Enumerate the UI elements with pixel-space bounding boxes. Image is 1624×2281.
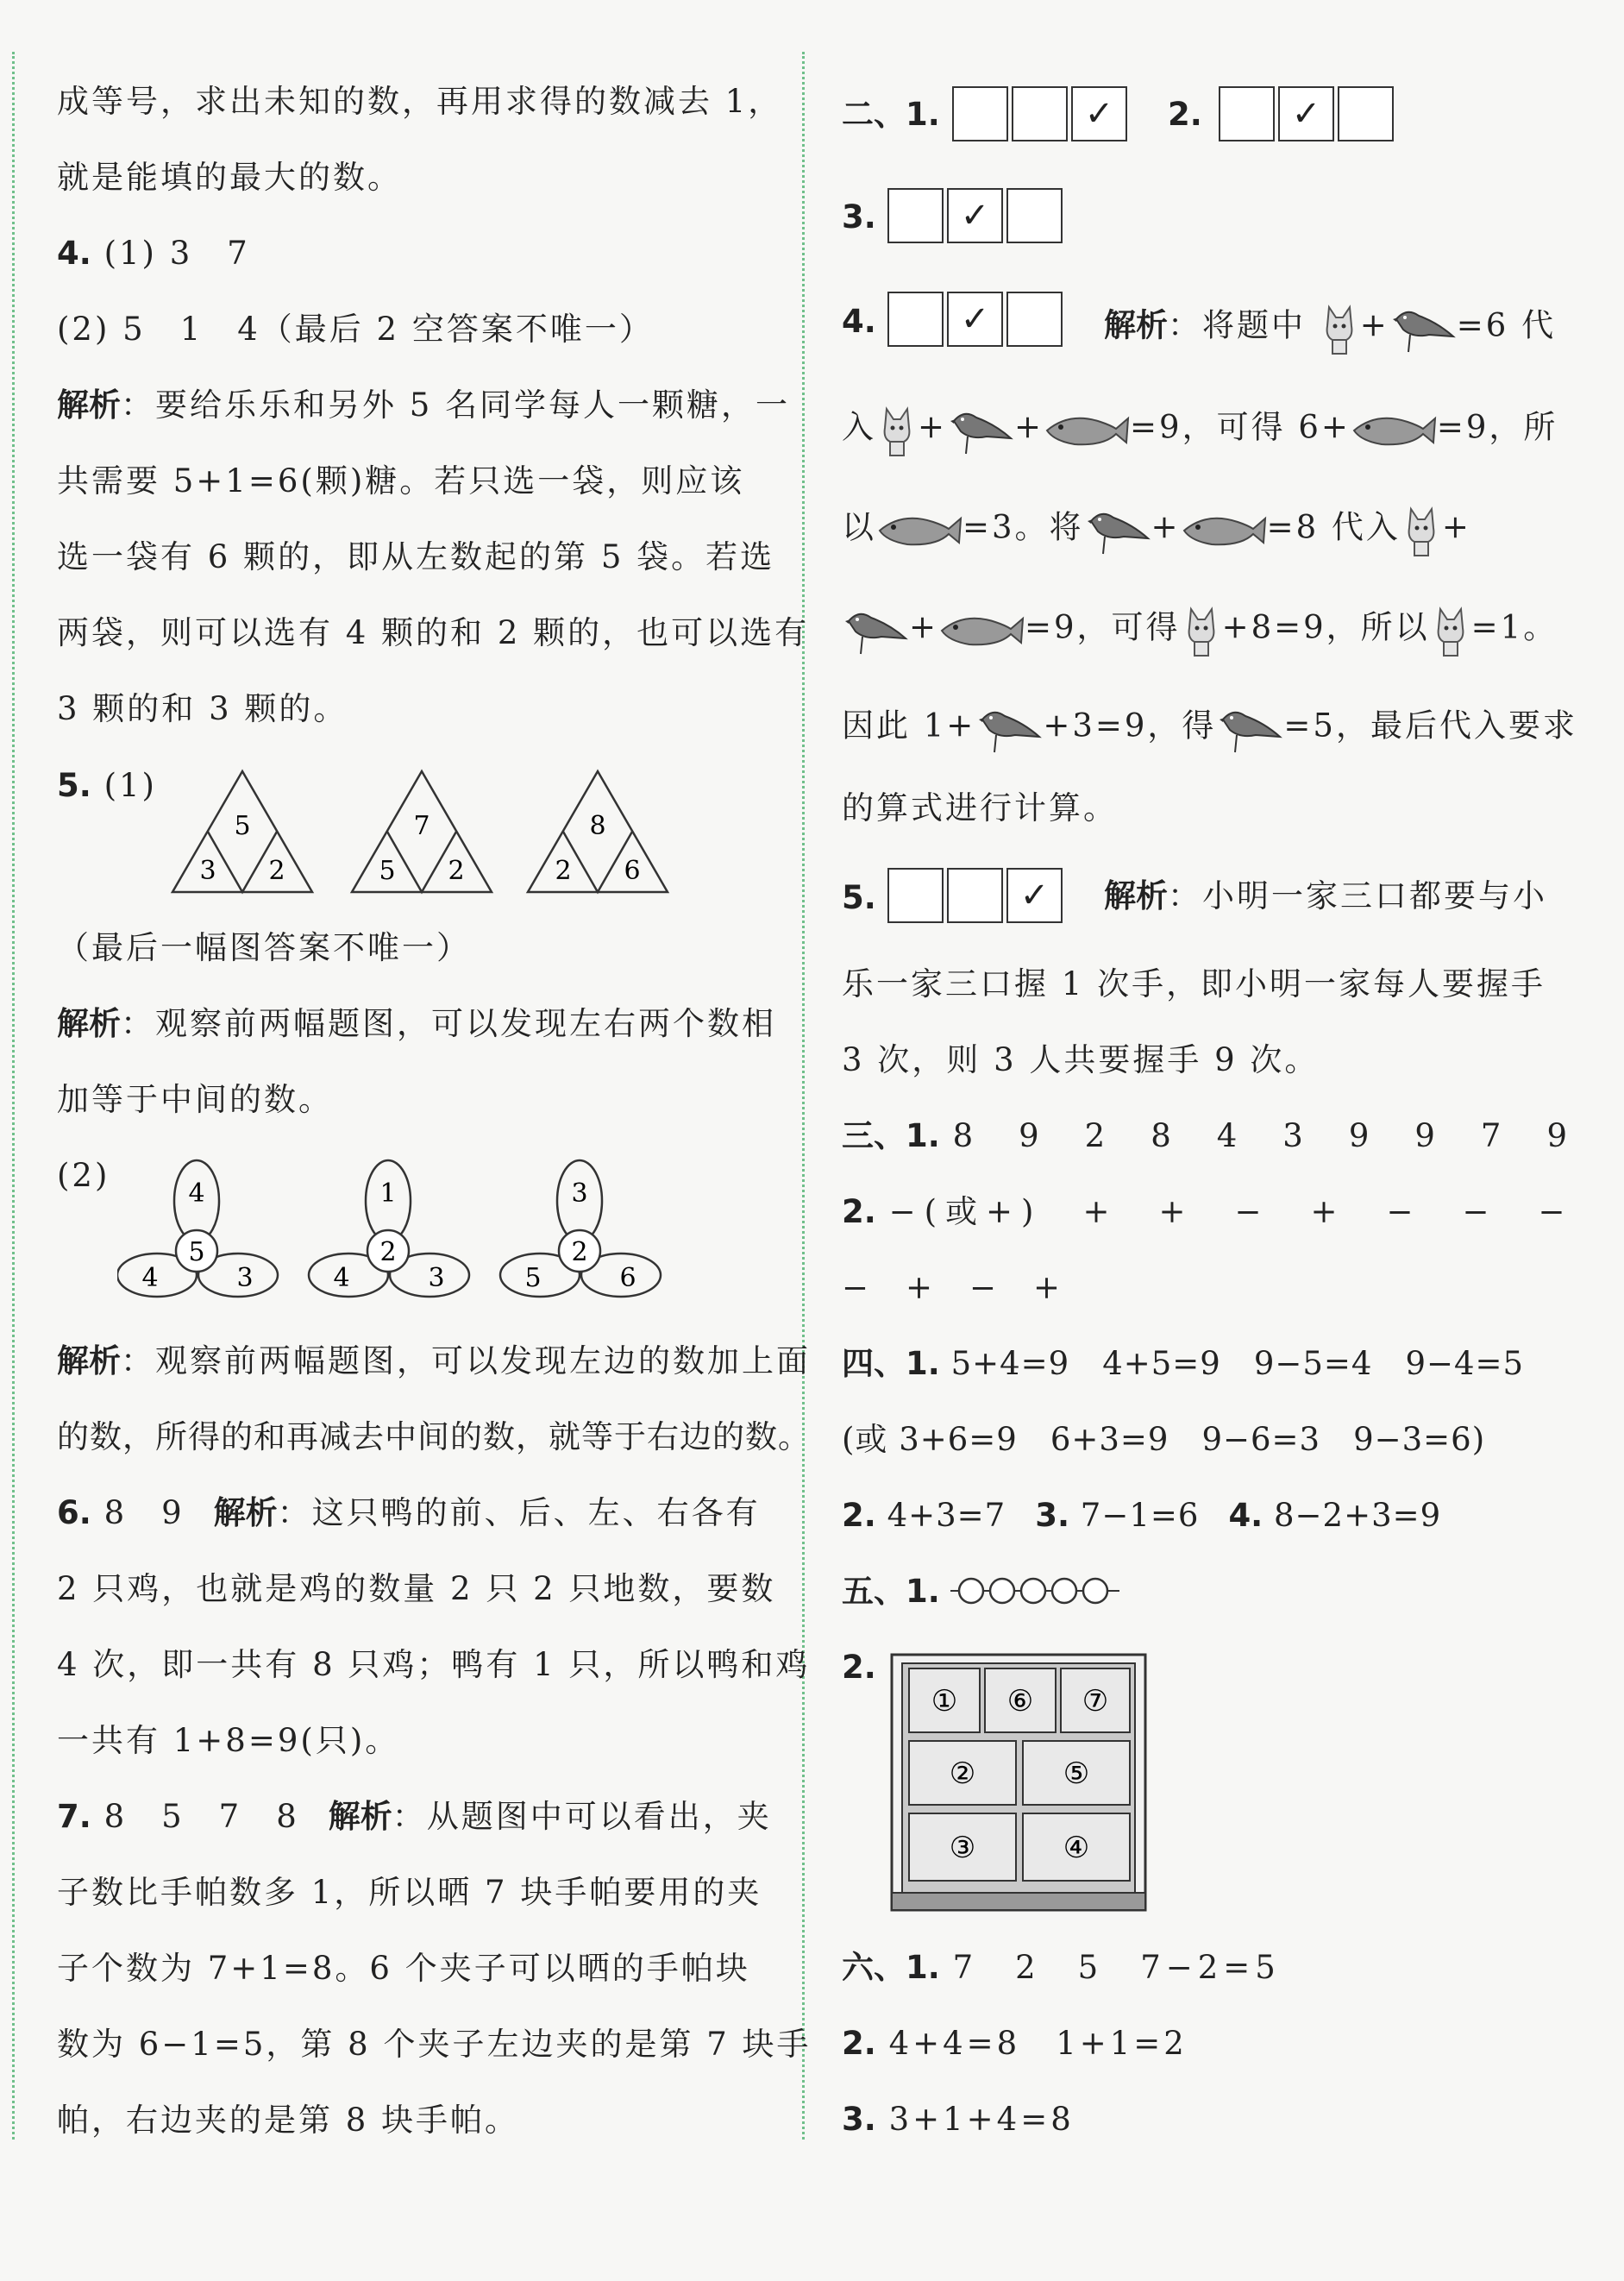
shelf-slot-label: ② <box>949 1756 976 1791</box>
bird-icon <box>1389 300 1457 355</box>
fish-icon <box>938 608 1025 651</box>
check-icon: ✓ <box>1084 94 1114 134</box>
center-dotted-rule <box>802 52 805 2140</box>
text-line: 3 次，则 3 人共要握手 9 次。 <box>842 1041 1320 1078</box>
answer-box <box>887 188 944 243</box>
q6-answer: 6. 8 9 解析：这只鸭的前、后、左、右各有 <box>57 1494 761 1531</box>
tri-top: 8 <box>589 811 606 841</box>
shelf-slot-label: ① <box>931 1684 958 1719</box>
shelf-slot-label: ⑤ <box>1063 1756 1090 1791</box>
flower-right: 3 <box>236 1263 254 1293</box>
cat-icon <box>1401 502 1442 557</box>
q4-explanation-line-2: 入 + + =9，可得 6+ =9，所 <box>842 402 1558 457</box>
text-line: 数为 6−1=5，第 8 个夹子左边夹的是第 7 块手 <box>57 2026 812 2063</box>
q4-explanation-line-6: 的算式进行计算。 <box>842 789 1118 826</box>
shelf-slot-label: ③ <box>949 1831 976 1865</box>
answer-box <box>947 868 1003 923</box>
left-dotted-rule <box>12 52 15 2140</box>
section-2-q1-label: 二、1. <box>842 96 940 133</box>
flower-right: 6 <box>619 1263 636 1293</box>
answer-box <box>1219 86 1275 141</box>
shelf-slot-label: ⑦ <box>1082 1684 1109 1719</box>
tri-left: 5 <box>379 856 396 886</box>
answer-box <box>1012 86 1068 141</box>
text-line: 3 颗的和 3 颗的。 <box>57 690 348 727</box>
flower-top: 1 <box>379 1178 397 1209</box>
q5-explanation-2: 解析：观察前两幅题图，可以发现左边的数加上面 <box>57 1342 811 1379</box>
flower-2 <box>309 1160 469 1297</box>
flower-center: 2 <box>379 1237 397 1267</box>
section-2-q3-label: 3. <box>842 198 876 236</box>
text-line: 乐一家三口握 1 次手，即小明一家每人要握手 <box>842 965 1546 1002</box>
shelf-slot-label: ⑥ <box>1006 1684 1034 1719</box>
answer-box <box>887 292 944 347</box>
flower-left: 5 <box>524 1263 542 1293</box>
q5-label: 5. (1) <box>57 767 157 804</box>
answer-box-checked <box>947 188 1003 243</box>
triangle-2 <box>352 771 492 892</box>
bird-icon <box>947 402 1014 457</box>
fish-icon <box>876 508 962 551</box>
tri-right: 2 <box>268 856 285 886</box>
text-line: 选一袋有 6 颗的，即从左数起的第 5 袋。若选 <box>57 538 775 575</box>
q4-explanation-line-1: 解析：将题中 + =6 代 <box>1104 300 1556 355</box>
section-4-q1-alt: (或 3+6=9 6+3=9 9−6=3 9−3=6) <box>842 1421 1486 1458</box>
bird-icon <box>975 701 1043 756</box>
cat-icon <box>1181 602 1222 657</box>
shelf-slot-label: ④ <box>1063 1831 1090 1865</box>
q5-note: （最后一幅图答案不唯一） <box>57 929 471 966</box>
q4-answer-1: 4. (1) 3 7 <box>57 235 250 272</box>
bird-icon <box>1084 502 1151 557</box>
cat-icon <box>1430 602 1471 657</box>
text-line: 加等于中间的数。 <box>57 1081 333 1118</box>
section-6-q2: 2. 4+4=8 1+1=2 <box>842 2025 1188 2062</box>
section-4-q2-q4: 2. 4+3=7 3. 7−1=6 4. 8−2+3=9 <box>842 1497 1442 1534</box>
q4-explanation-line-4: + =9，可得 +8=9，所以 =1。 <box>842 602 1558 657</box>
text-line: 成等号，求出未知的数，再用求得的数减去 1， <box>57 83 783 120</box>
q5-part-2: (2) <box>57 1157 110 1194</box>
q4-explanation-line-5: 因此 1+ +3=9，得 =5，最后代入要求 <box>842 701 1577 756</box>
check-icon: ✓ <box>960 299 990 339</box>
fish-icon <box>1181 508 1267 551</box>
text-line: 4 次，即一共有 8 只鸡；鸭有 1 只，所以鸭和鸡 <box>57 1646 811 1683</box>
flower-left: 4 <box>333 1263 350 1293</box>
answer-box <box>1006 188 1063 243</box>
flower-top: 3 <box>571 1178 588 1209</box>
answer-box <box>952 86 1008 141</box>
tri-top: 5 <box>234 811 251 841</box>
flower-3 <box>500 1160 661 1297</box>
q5-explanation: 解析：小明一家三口都要与小 <box>1104 877 1547 914</box>
tri-right: 6 <box>624 856 641 886</box>
section-5-q2-label: 2. <box>842 1649 876 1686</box>
q7-answer: 7. 8 5 7 8 解析：从题图中可以看出，夹 <box>57 1798 772 1835</box>
section-2-q4-label: 4. <box>842 303 876 340</box>
q4-answer-2: (2) 5 1 4（最后 2 空答案不唯一） <box>57 311 654 348</box>
text-line: 子数比手帕数多 1，所以晒 7 块手帕要用的夹 <box>57 1874 762 1911</box>
text-line: 的数，所得的和再减去中间的数，就等于右边的数。 <box>57 1418 811 1455</box>
check-icon: ✓ <box>960 196 990 236</box>
text-line: 就是能填的最大的数。 <box>57 159 402 196</box>
section-5-q1: 五、1. <box>842 1573 940 1610</box>
answer-box-checked <box>947 292 1003 347</box>
tri-right: 2 <box>448 856 465 886</box>
triangle-diagrams <box>160 766 747 895</box>
section-3-q1: 三、1. 8 9 2 8 4 3 9 9 7 9 <box>842 1117 1574 1154</box>
bird-icon <box>842 602 909 657</box>
fish-icon <box>1044 408 1130 451</box>
q4-explanation: 解析：要给乐乐和另外 5 名同学每人一颗糖，一 <box>57 386 791 424</box>
answer-box-checked <box>1278 86 1334 141</box>
check-icon: ✓ <box>1019 876 1050 915</box>
section-2-q5-label: 5. <box>842 879 876 916</box>
triangle-1 <box>172 771 312 892</box>
flower-1 <box>117 1160 278 1297</box>
section-3-q2-cont: − + − + <box>842 1269 1063 1306</box>
text-line: 2 只鸡，也就是鸡的数量 2 只 2 只地数，要数 <box>57 1570 776 1607</box>
section-6-q1: 六、1. 7 2 5 7−2=5 <box>842 1949 1281 1986</box>
text-line: 两袋，则可以选有 4 颗的和 2 颗的，也可以选有 <box>57 614 810 651</box>
answer-box-checked <box>1071 86 1127 141</box>
tri-top: 7 <box>413 811 430 841</box>
text-line: 一共有 1+8=9(只)。 <box>57 1722 400 1759</box>
answer-box <box>1338 86 1394 141</box>
shelf-diagram <box>890 1648 1149 1915</box>
triangle-3 <box>528 771 668 892</box>
text-line: 子个数为 7+1=8。6 个夹子可以晒的手帕块 <box>57 1950 750 1987</box>
bird-icon <box>1216 701 1283 756</box>
tri-left: 3 <box>199 856 216 886</box>
bead-string-icon <box>950 1574 1123 1608</box>
answer-box-checked <box>1006 868 1063 923</box>
check-icon: ✓ <box>1291 94 1321 134</box>
section-3-q2: 2. −(或+) + + − + − − − <box>842 1193 1574 1230</box>
flower-top: 4 <box>188 1178 205 1209</box>
answer-box <box>887 868 944 923</box>
cat-icon <box>1319 300 1360 355</box>
section-6-q3: 3. 3+1+4=8 <box>842 2101 1075 2138</box>
text-line: 帕，右边夹的是第 8 块手帕。 <box>57 2102 520 2139</box>
text-line: 共需要 5+1=6(颗)糖。若只选一袋，则应该 <box>57 462 745 500</box>
fish-icon <box>1351 408 1437 451</box>
section-2-q2-label: 2. <box>1168 96 1202 133</box>
cat-icon <box>876 402 918 457</box>
flower-center: 2 <box>571 1237 588 1267</box>
tri-left: 2 <box>555 856 572 886</box>
q4-explanation-line-3: 以 =3。将 + =8 代入 + <box>842 502 1471 557</box>
answer-box <box>1006 292 1063 347</box>
q5-explanation-1: 解析：观察前两幅题图，可以发现左右两个数相 <box>57 1005 776 1042</box>
flower-right: 3 <box>428 1263 445 1293</box>
section-4-q1: 四、1. 5+4=9 4+5=9 9−5=4 9−4=5 <box>842 1345 1525 1382</box>
flower-diagrams <box>117 1156 738 1311</box>
flower-left: 4 <box>141 1263 159 1293</box>
flower-center: 5 <box>188 1237 205 1267</box>
